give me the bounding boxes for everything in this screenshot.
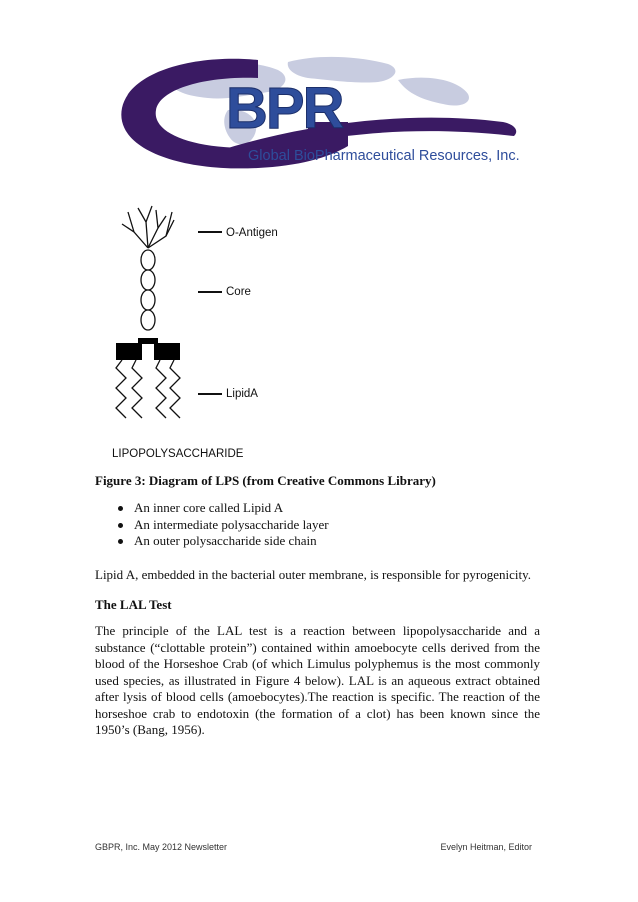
lps-diagram — [108, 198, 408, 466]
list-item: An inner core called Lipid A — [118, 500, 329, 517]
bullet-list — [118, 500, 329, 550]
lps-diagram-graphic — [108, 198, 408, 466]
fatty-acid-chains — [116, 360, 180, 418]
footer-newsletter: GBPR, Inc. May 2012 Newsletter — [95, 842, 228, 852]
core-label: Core — [226, 286, 251, 298]
lipid-a-blocks — [116, 338, 180, 360]
body-paragraph: The principle of the LAL test is a reaction between lipopolysaccharide and a substance (“clottable protein”) contained within amoebocyte cells derived from the blood of the Horseshoe Crab (of which Limulus polyphemus is the most commonly used species, as illustrated in Figure 4 below). LAL is an aqueous extract obtained after lysis of blood cells (amoebocytes).The reaction is specific. The reaction of the horseshoe crab to endotoxin (the formation of a clot) has been known since the 1950’s (Bang, 1956). — [95, 623, 540, 737]
lipid-a-label: LipidA — [226, 388, 258, 400]
logo-acronym: BPR — [226, 76, 343, 141]
list-item: An intermediate polysaccharide layer — [118, 517, 329, 534]
gbpr-logo-graphic — [108, 50, 533, 178]
diagram-title: LIPOPOLYSACCHARIDE — [112, 448, 244, 460]
logo-company-name: Global BioPharmaceutical Resources, Inc. — [248, 148, 520, 164]
section-heading: The LAL Test — [95, 597, 172, 612]
list-item: An outer polysaccharide side chain — [118, 533, 329, 550]
figure-caption: Figure 3: Diagram of LPS (from Creative Commons Library) — [95, 473, 436, 488]
core-oval-chain — [141, 250, 155, 330]
o-antigen-branches — [122, 206, 174, 248]
body-paragraph: Lipid A, embedded in the bacterial outer membrane, is responsible for pyrogenicity. — [95, 567, 531, 582]
footer-editor: Evelyn Heitman, Editor — [440, 842, 532, 852]
sparkle-icon — [340, 86, 360, 106]
o-antigen-label: O-Antigen — [226, 227, 278, 239]
company-logo — [108, 50, 533, 178]
